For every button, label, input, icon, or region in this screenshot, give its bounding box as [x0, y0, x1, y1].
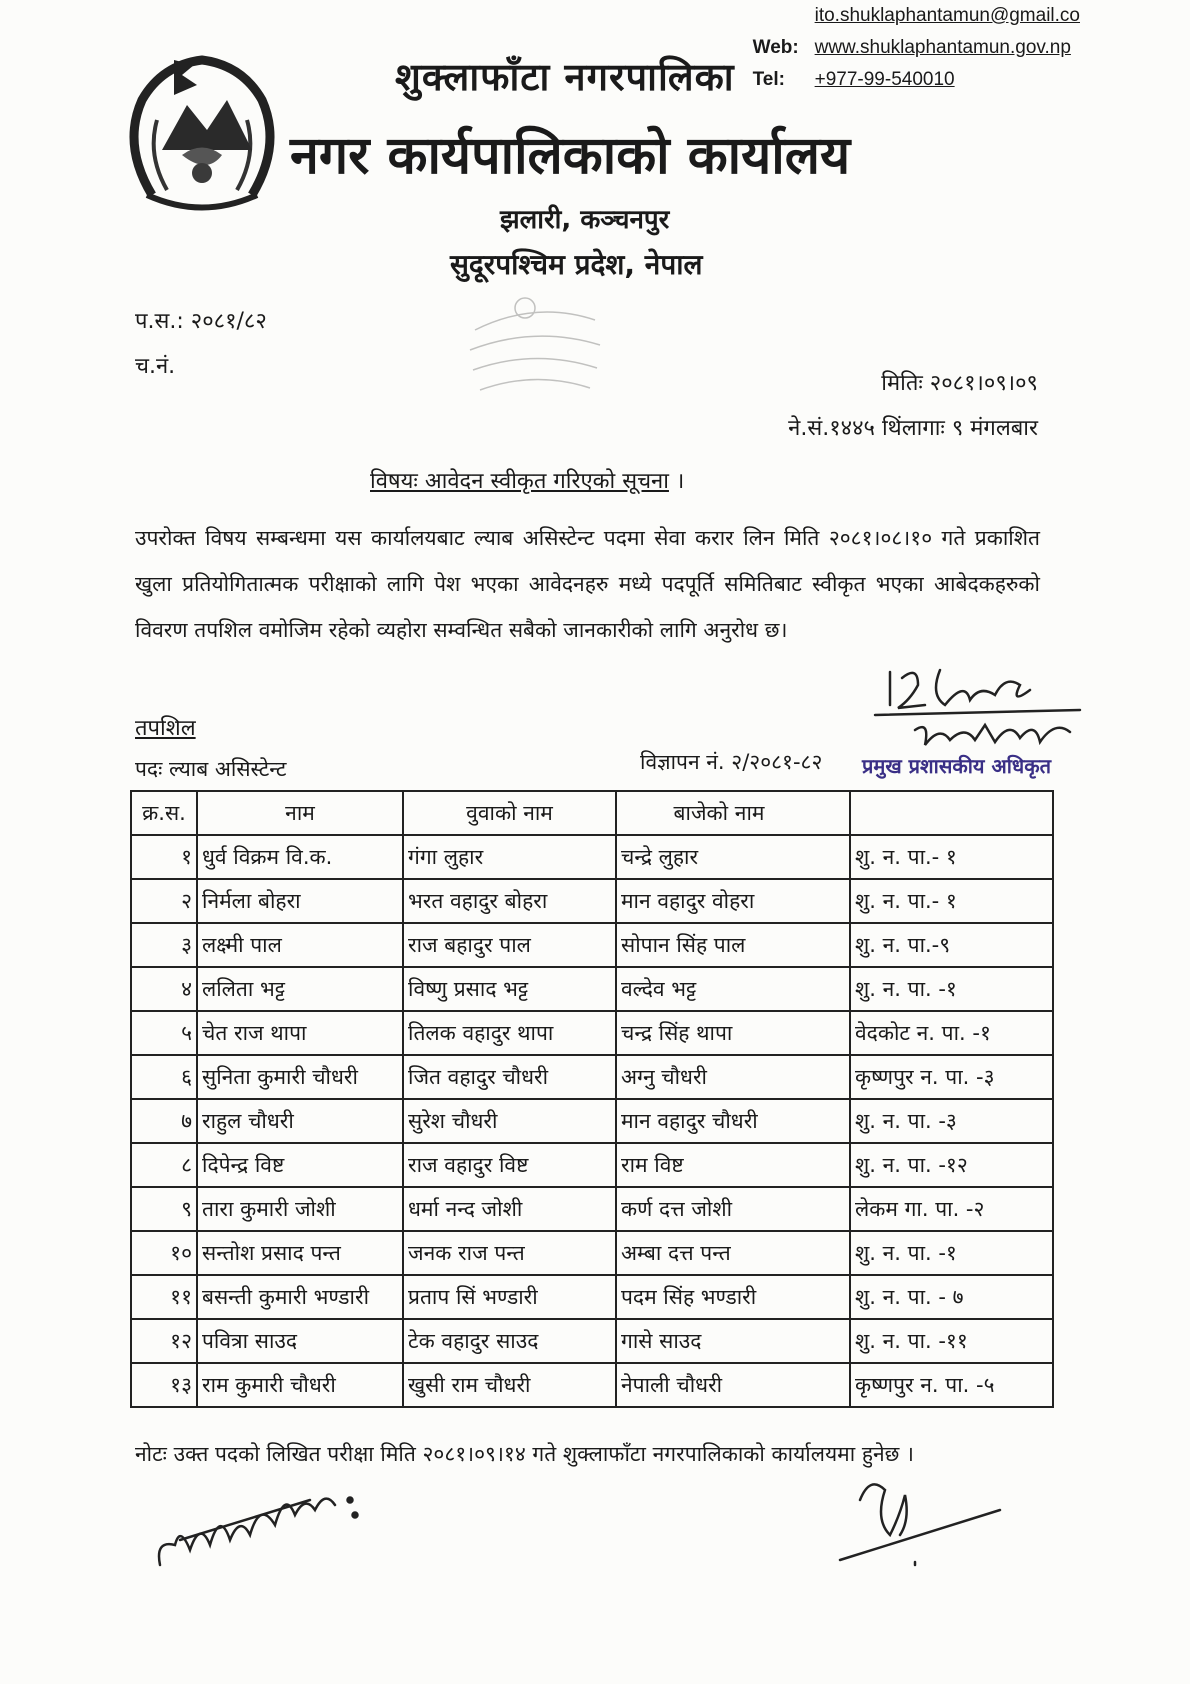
municipality-name: शुक्लाफाँटा नगरपालिका — [395, 55, 735, 99]
col-header-father: वुवाको नाम — [403, 791, 616, 835]
cell-sn: १३ — [131, 1363, 197, 1407]
cell-name: सन्तोश प्रसाद पन्त — [197, 1231, 403, 1275]
cell-grandfather: गासे साउद — [616, 1319, 850, 1363]
cell-sn: १ — [131, 835, 197, 879]
cell-grandfather: अग्नु चौधरी — [616, 1055, 850, 1099]
email-link[interactable]: ito.shuklaphantamun@gmail.co — [814, 5, 1080, 26]
cell-sn: ७ — [131, 1099, 197, 1143]
table-row — [131, 1275, 1053, 1319]
table-row — [131, 1099, 1053, 1143]
cell-address: शु. न. पा. -१ — [850, 1231, 1053, 1275]
cell-name: चेत राज थापा — [197, 1011, 403, 1055]
cell-father: सुरेश चौधरी — [403, 1099, 616, 1143]
contact-block — [753, 0, 1080, 96]
col-header-name: नाम — [197, 791, 403, 835]
cell-grandfather: मान वहादुर वोहरा — [616, 879, 850, 923]
cell-father: तिलक वहादुर थापा — [403, 1011, 616, 1055]
table-row — [131, 923, 1053, 967]
cell-father: राज बहादुर पाल — [403, 923, 616, 967]
cell-address: कृष्णपुर न. पा. -५ — [850, 1363, 1053, 1407]
table-row — [131, 1143, 1053, 1187]
cell-sn: ५ — [131, 1011, 197, 1055]
cell-father: राज वहादुर विष्ट — [403, 1143, 616, 1187]
cell-name: ललिता भट्ट — [197, 967, 403, 1011]
cell-name: तारा कुमारी जोशी — [197, 1187, 403, 1231]
nepal-sambat-date: ने.सं.१४४५ थिंलागाः ९ मंगलबार — [788, 416, 1038, 441]
cell-grandfather: चन्द्रे लुहार — [616, 835, 850, 879]
cell-name: धुर्व विक्रम वि.क. — [197, 835, 403, 879]
subject-end: । — [675, 469, 685, 494]
table-row — [131, 879, 1053, 923]
tel-label: Tel: — [752, 69, 785, 90]
subject-text: विषयः आवेदन स्वीकृत गरिएको सूचना — [370, 469, 669, 494]
cell-father: जित वहादुर चौधरी — [403, 1055, 616, 1099]
address-line-1: झलारी, कञ्चनपुर — [500, 205, 670, 235]
cell-grandfather: पदम सिंह भण्डारी — [616, 1275, 850, 1319]
web-link[interactable]: www.shuklaphantamun.gov.np — [814, 37, 1071, 58]
cell-sn: ३ — [131, 923, 197, 967]
applicant-table — [130, 790, 1054, 1408]
cell-address: कृष्णपुर न. पा. -३ — [850, 1055, 1053, 1099]
letter-date: मितिः २०८१।०९।०९ — [881, 371, 1038, 396]
body-paragraph: उपरोक्त विषय सम्बन्धमा यस कार्यालयबाट ल्याब असिस्टेन्ट पदमा सेवा करार लिन मिति २०८१।०८।१० गते प्रकाशित खुला प्रतियोगितात्मक परीक्षाको लागि पेश भएका आवेदनहरु मध्ये पदपूर्ति समितिबाट स्वीकृत भएका आबेदकहरुको विवरण तपशिल वमोजिम रहेको व्यहोरा सम्वन्धित सबैको जानकारीको लागि अनुरोध छ। — [135, 526, 1040, 642]
table-row — [131, 1187, 1053, 1231]
subject-line — [370, 465, 684, 495]
handwritten-signature-left — [150, 1470, 380, 1580]
cell-address: शु. न. पा. -१२ — [850, 1143, 1053, 1187]
cell-grandfather: सोपान सिंह पाल — [616, 923, 850, 967]
cell-address: शु. न. पा.-९ — [850, 923, 1053, 967]
cell-father: धर्मा नन्द जोशी — [403, 1187, 616, 1231]
cell-address: वेदकोट न. पा. -१ — [850, 1011, 1053, 1055]
table-row — [131, 1231, 1053, 1275]
cell-father: प्रताप सिं भण्डारी — [403, 1275, 616, 1319]
cell-address: लेकम गा. पा. -२ — [850, 1187, 1053, 1231]
cell-sn: १२ — [131, 1319, 197, 1363]
cell-sn: ६ — [131, 1055, 197, 1099]
cell-father: गंगा लुहार — [403, 835, 616, 879]
cell-sn: १० — [131, 1231, 197, 1275]
post-line: पदः ल्याब असिस्टेन्ट — [135, 757, 287, 781]
cell-grandfather: नेपाली चौधरी — [616, 1363, 850, 1407]
cell-address: शु. न. पा. - ७ — [850, 1275, 1053, 1319]
office-name: नगर कार्यपालिकाको कार्यालय — [290, 126, 851, 186]
table-row — [131, 1055, 1053, 1099]
contact-web-row — [753, 32, 1080, 64]
office-stamp-icon — [455, 290, 615, 405]
cell-grandfather: कर्ण दत्त जोशी — [616, 1187, 850, 1231]
fiscal-year-ref: प.स.: २०८१/८२ — [135, 309, 267, 334]
dispatch-number: च.नं. — [135, 354, 176, 379]
cell-name: राहुल चौधरी — [197, 1099, 403, 1143]
col-header-grandfather: बाजेको नाम — [616, 791, 850, 835]
advertisement-number: विज्ञापन नं. २/२०८१-८२ — [640, 750, 823, 774]
table-row — [131, 967, 1053, 1011]
chief-officer-stamp: प्रमुख प्रशासकीय अधिकृत — [862, 754, 1051, 778]
cell-name: दिपेन्द्र विष्ट — [197, 1143, 403, 1187]
cell-grandfather: चन्द्र सिंह थापा — [616, 1011, 850, 1055]
web-label: Web: — [752, 37, 799, 58]
cell-address: शु. न. पा.- १ — [850, 835, 1053, 879]
cell-name: लक्ष्मी पाल — [197, 923, 403, 967]
cell-address: शु. न. पा. -११ — [850, 1319, 1053, 1363]
col-header-sn: क्र.स. — [131, 791, 197, 835]
cell-name: पवित्रा साउद — [197, 1319, 403, 1363]
cell-name: निर्मला बोहरा — [197, 879, 403, 923]
cell-father: खुसी राम चौधरी — [403, 1363, 616, 1407]
address-line-2: सुदूरपश्चिम प्रदेश, नेपाल — [450, 248, 703, 281]
cell-sn: २ — [131, 879, 197, 923]
table-row — [131, 1319, 1053, 1363]
nepal-emblem-icon — [112, 45, 292, 215]
cell-grandfather: मान वहादुर चौधरी — [616, 1099, 850, 1143]
cell-address: शु. न. पा.- १ — [850, 879, 1053, 923]
exam-note: नोटः उक्त पदको लिखित परीक्षा मिति २०८१।०९।१४ गते शुक्लाफाँटा नगरपालिकाको कार्यालयमा हुनेछ । — [135, 1442, 914, 1466]
cell-father: विष्णु प्रसाद भट्ट — [403, 967, 616, 1011]
cell-sn: ४ — [131, 967, 197, 1011]
tel-link[interactable]: +977-99-540010 — [814, 69, 955, 90]
cell-address: शु. न. पा. -१ — [850, 967, 1053, 1011]
cell-sn: ११ — [131, 1275, 197, 1319]
contact-tel-row — [753, 64, 1080, 96]
handwritten-signature-right — [830, 1460, 1020, 1570]
cell-name: राम कुमारी चौधरी — [197, 1363, 403, 1407]
handwritten-receipt-signature — [870, 650, 1100, 760]
cell-sn: ८ — [131, 1143, 197, 1187]
table-row — [131, 1363, 1053, 1407]
cell-father: भरत वहादुर बोहरा — [403, 879, 616, 923]
cell-grandfather: अम्बा दत्त पन्त — [616, 1231, 850, 1275]
cell-grandfather: राम विष्ट — [616, 1143, 850, 1187]
cell-name: बसन्ती कुमारी भण्डारी — [197, 1275, 403, 1319]
table-header-row — [131, 791, 1053, 835]
cell-father: टेक वहादुर साउद — [403, 1319, 616, 1363]
contact-email-row — [753, 0, 1080, 32]
tapsil-heading: तपशिल — [135, 716, 196, 741]
cell-name: सुनिता कुमारी चौधरी — [197, 1055, 403, 1099]
cell-grandfather: वल्देव भट्ट — [616, 967, 850, 1011]
table-row — [131, 1011, 1053, 1055]
table-row — [131, 835, 1053, 879]
cell-sn: ९ — [131, 1187, 197, 1231]
cell-address: शु. न. पा. -३ — [850, 1099, 1053, 1143]
cell-father: जनक राज पन्त — [403, 1231, 616, 1275]
